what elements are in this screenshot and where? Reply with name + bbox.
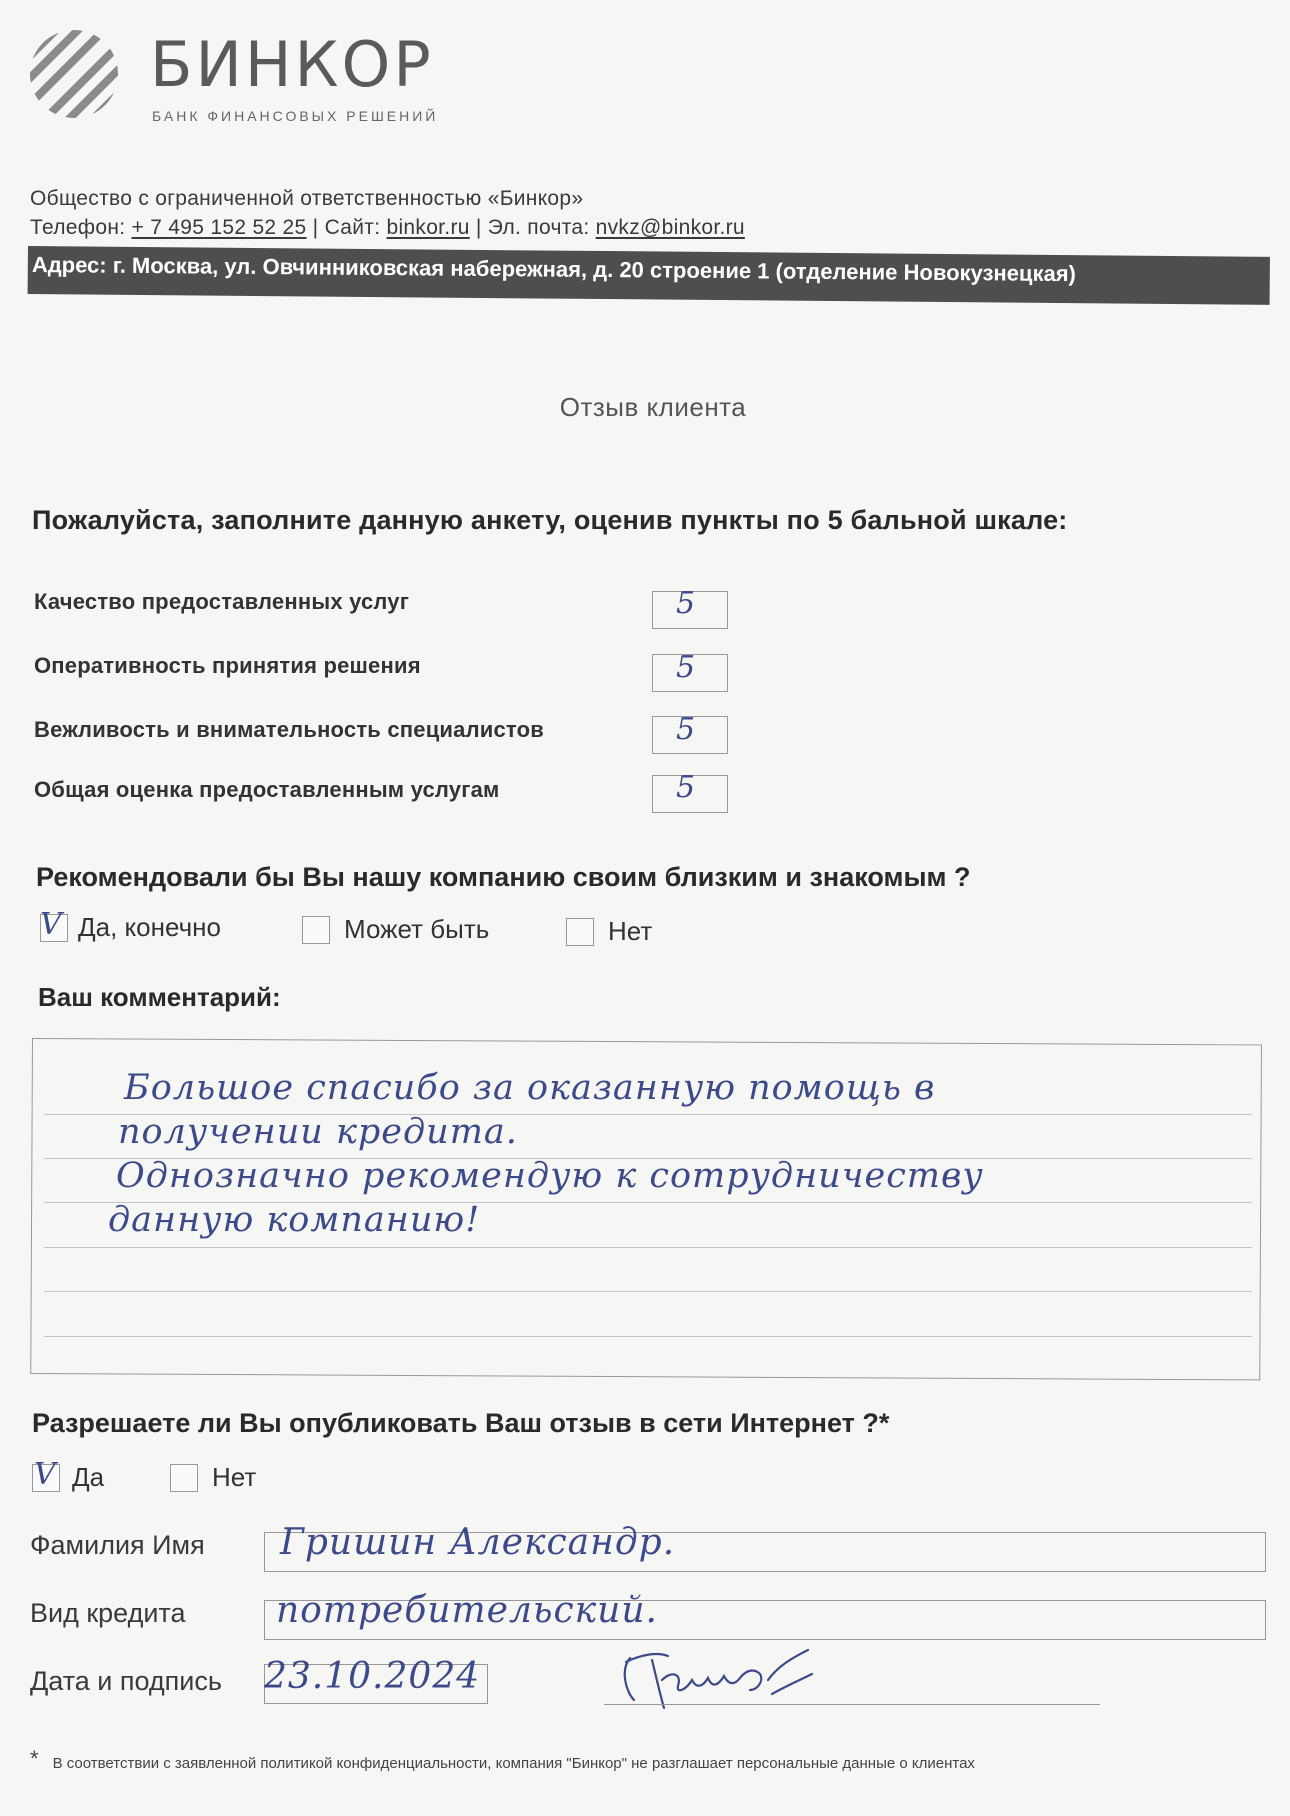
rating-label-overall: Общая оценка предоставленным услугам (34, 777, 500, 802)
logo-tagline: БАНК ФИНАНСОВЫХ РЕШЕНИЙ (152, 108, 439, 124)
comment-label: Ваш комментарий: (38, 982, 281, 1012)
rating-value-politeness: 5 (676, 712, 696, 747)
comment-text-line-1: Большое спасибо за оказанную помощь в (124, 1068, 936, 1108)
comment-text-line-4: данную компанию! (108, 1200, 481, 1240)
comment-line (44, 1291, 1252, 1292)
footnote-mark: * (30, 1746, 39, 1771)
phone-number: + 7 495 152 52 25 (131, 216, 307, 239)
separator: | (312, 216, 319, 239)
logo-name: БИНКОР (150, 28, 434, 101)
rating-value-overall: 5 (676, 770, 696, 805)
rating-value-speed: 5 (676, 650, 696, 685)
signature-line (604, 1704, 1100, 1705)
instructions: Пожалуйста, заполните данную анкету, оценив пункты по 5 бальной шкале: (32, 505, 1068, 535)
email-label: Эл. почта: (487, 216, 590, 239)
credit-type-label: Вид кредита (30, 1598, 186, 1628)
recommend-question: Рекомендовали бы Вы нашу компанию своим близким и знакомым ? (36, 862, 971, 892)
comment-text-line-2: получении кредита. (118, 1112, 518, 1152)
phone-label: Телефон: (30, 216, 126, 239)
comment-line (44, 1247, 1252, 1248)
check-mark: V (40, 907, 62, 942)
rating-label-politeness: Вежливость и внимательность специалистов (34, 717, 544, 742)
publish-question: Разрешаете ли Вы опубликовать Ваш отзыв в сети Интернет ?* (32, 1408, 890, 1438)
company-name: Общество с ограниченной ответственностью «Бинкор» (30, 187, 584, 210)
checkbox-no[interactable] (566, 918, 594, 946)
name-label: Фамилия Имя (30, 1530, 205, 1560)
date-signature-label: Дата и подпись (30, 1666, 222, 1696)
site-link[interactable]: binkor.ru (386, 216, 470, 239)
comment-text-line-3: Однозначно рекомендую к сотрудничеству (116, 1156, 984, 1196)
site-label: Сайт: (324, 216, 381, 239)
signature-image (612, 1640, 822, 1720)
option-publish-no: Нет (212, 1462, 257, 1492)
checkbox-publish-no[interactable] (170, 1464, 198, 1492)
rating-label-speed: Оперативность принятия решения (34, 653, 421, 678)
rating-label-quality: Качество предоставленных услуг (34, 589, 410, 614)
comment-line (44, 1336, 1252, 1337)
option-yes-of-course: Да, конечно (78, 912, 221, 942)
footnote (30, 1746, 975, 1772)
footnote-text: В соответствии с заявленной политикой конфиденциальности, компания "Бинкор" не разглашает персональные данные о клиентах (52, 1755, 975, 1772)
date-value: 23.10.2024 (264, 1656, 481, 1697)
credit-type-value: потребительский. (276, 1590, 658, 1631)
address-text: Адрес: г. Москва, ул. Овчинниковская набережная, д. 20 строение 1 (отделение Новокузнецкая) (31, 252, 1077, 287)
email-link[interactable]: nvkz@binkor.ru (595, 216, 745, 239)
binkor-logo-icon (28, 28, 120, 120)
option-maybe: Может быть (344, 914, 490, 944)
option-publish-yes: Да (72, 1462, 105, 1492)
rating-value-quality: 5 (676, 586, 696, 621)
name-value: Гришин Александр. (280, 1522, 676, 1563)
option-no: Нет (608, 916, 653, 946)
contact-line (30, 216, 745, 240)
form-title: Отзыв клиента (559, 392, 747, 422)
check-mark: V (34, 1457, 56, 1492)
separator: | (475, 216, 482, 239)
checkbox-maybe[interactable] (302, 916, 330, 944)
